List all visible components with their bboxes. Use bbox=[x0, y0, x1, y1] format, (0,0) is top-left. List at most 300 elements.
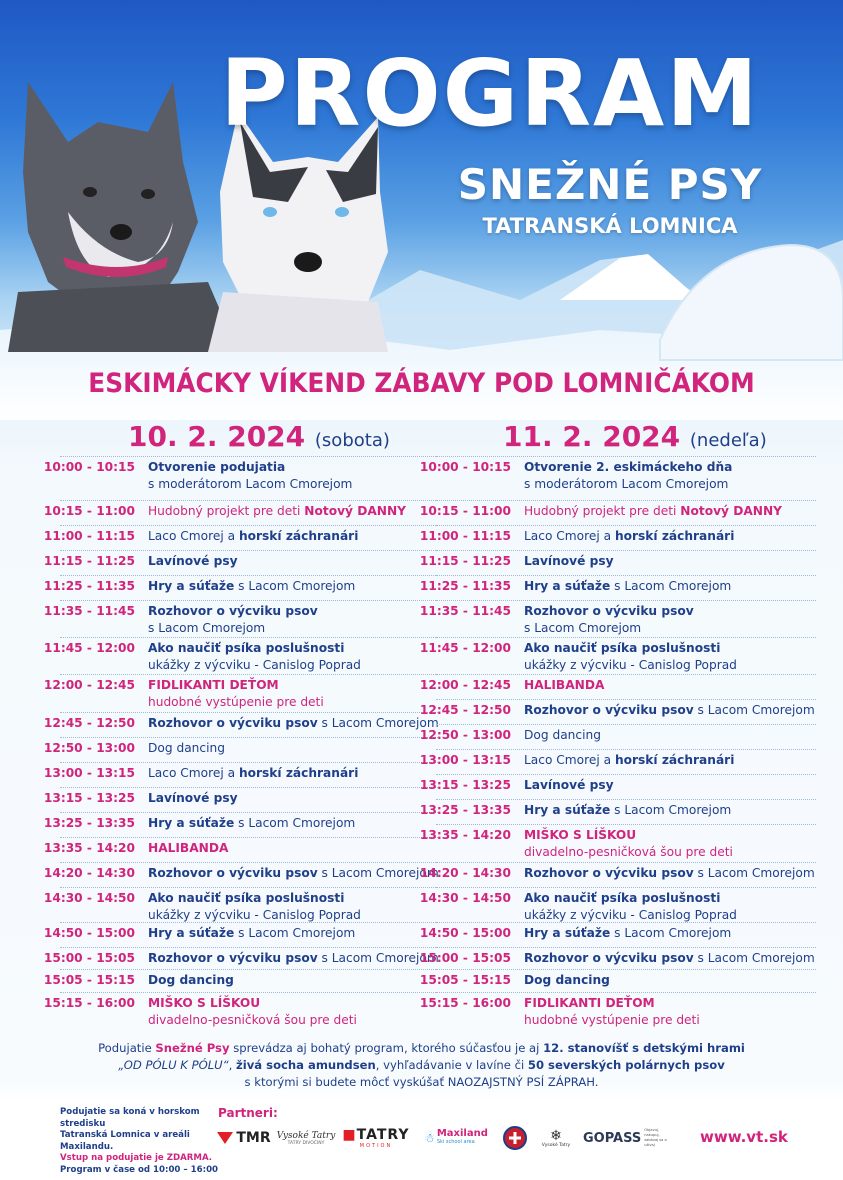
schedule-text: Hry a súťaže bbox=[524, 803, 611, 817]
schedule-line bbox=[148, 578, 355, 595]
schedule-line bbox=[148, 995, 357, 1012]
row-separator bbox=[436, 456, 816, 457]
schedule-time: 10:00 - 10:15 bbox=[419, 460, 511, 474]
schedule-time: 12:00 - 12:45 bbox=[419, 678, 511, 692]
schedule-row bbox=[414, 925, 814, 942]
schedule-text: divadelno-pesničková šou pre deti bbox=[148, 1013, 357, 1027]
row-separator bbox=[60, 992, 440, 993]
schedule-description bbox=[524, 459, 732, 493]
day1-heading bbox=[128, 420, 390, 453]
row-separator bbox=[436, 674, 816, 675]
schedule-line bbox=[524, 620, 694, 637]
schedule-description bbox=[148, 578, 355, 595]
schedule-description bbox=[524, 603, 694, 637]
schedule-text: Lavínové psy bbox=[148, 791, 238, 805]
schedule-text: divadelno-pesničková šou pre deti bbox=[524, 845, 733, 859]
schedule-row bbox=[38, 603, 438, 637]
schedule-text: Rozhovor o výcviku psov bbox=[148, 604, 318, 618]
schedule-line bbox=[148, 972, 234, 989]
schedule-time: 15:15 - 16:00 bbox=[419, 996, 511, 1010]
schedule-text: Dog dancing bbox=[524, 973, 610, 987]
schedule-line bbox=[524, 802, 731, 819]
schedule-text: Rozhovor o výcviku psov bbox=[148, 866, 318, 880]
schedule-row bbox=[414, 677, 814, 694]
poster-location: TATRANSKÁ LOMNICA bbox=[482, 214, 738, 238]
schedule-description bbox=[148, 925, 355, 942]
schedule-line bbox=[148, 528, 358, 545]
schedule-line bbox=[524, 677, 604, 694]
row-separator bbox=[60, 575, 440, 576]
schedule-line bbox=[148, 925, 355, 942]
schedule-line bbox=[148, 677, 324, 694]
schedule-time: 11:45 - 12:00 bbox=[419, 641, 511, 655]
schedule-text: MIŠKO S LÍŠKOU bbox=[148, 996, 261, 1010]
schedule-text: s moderátorom Lacom Cmorejom bbox=[148, 477, 353, 491]
schedule-description bbox=[524, 553, 614, 570]
schedule-line bbox=[148, 640, 361, 657]
row-separator bbox=[60, 862, 440, 863]
schedule-description bbox=[148, 865, 439, 882]
tatry-motion-logo: ■TATRY MOTION bbox=[342, 1127, 410, 1149]
schedule-row bbox=[38, 840, 438, 857]
schedule-line bbox=[148, 459, 352, 476]
schedule-row bbox=[414, 972, 814, 989]
schedule-text: Ako naučiť psíka poslušnosti bbox=[148, 891, 345, 905]
schedule-text: ukážky z výcviku - Canislog Poprad bbox=[524, 658, 737, 672]
schedule-description bbox=[148, 528, 358, 545]
schedule-time: 13:25 - 13:35 bbox=[419, 803, 511, 817]
schedule-description bbox=[524, 727, 601, 744]
schedule-text: Hudobný projekt pre deti bbox=[148, 504, 305, 518]
schedule-description bbox=[524, 640, 737, 674]
schedule-text: horskí záchranári bbox=[238, 529, 359, 543]
schedule-text: Notový DANNY bbox=[304, 504, 406, 518]
schedule-time: 12:50 - 13:00 bbox=[43, 741, 135, 755]
schedule-text: s Lacom Cmorejom bbox=[234, 926, 356, 940]
row-separator bbox=[60, 637, 440, 638]
schedule-line bbox=[148, 890, 361, 907]
schedule-line bbox=[148, 476, 352, 493]
schedule-text: HALIBANDA bbox=[524, 678, 605, 692]
schedule-text: Laco Cmorej a bbox=[148, 529, 239, 543]
schedule-description bbox=[148, 765, 358, 782]
schedule-row bbox=[38, 950, 438, 967]
website-link[interactable]: www.vt.sk bbox=[700, 1128, 788, 1146]
row-separator bbox=[436, 824, 816, 825]
row-separator bbox=[436, 887, 816, 888]
schedule-time: 11:45 - 12:00 bbox=[43, 641, 135, 655]
schedule-text: MIŠKO S LÍŠKOU bbox=[524, 828, 637, 842]
row-separator bbox=[436, 575, 816, 576]
schedule-description bbox=[524, 578, 731, 595]
row-separator bbox=[60, 837, 440, 838]
row-separator bbox=[436, 947, 816, 948]
footer-line-3: s ktorými si budete môcť vyskúšať NAOZAJSTNÝ PSÍ ZÁPRAH. bbox=[244, 1075, 599, 1089]
schedule-line bbox=[148, 1012, 357, 1029]
schedule-text: horskí záchranári bbox=[614, 753, 735, 767]
schedule-line bbox=[524, 702, 815, 719]
row-separator bbox=[436, 525, 816, 526]
schedule-time: 11:25 - 11:35 bbox=[43, 579, 135, 593]
row-separator bbox=[60, 922, 440, 923]
row-separator bbox=[436, 724, 816, 725]
schedule-text: Dog dancing bbox=[524, 728, 601, 742]
schedule-row bbox=[414, 503, 814, 520]
schedule-row bbox=[38, 503, 438, 520]
schedule-line bbox=[524, 865, 815, 882]
vt-emblem-icon: ❄ bbox=[550, 1127, 562, 1144]
schedule-time: 15:00 - 15:05 bbox=[43, 951, 135, 965]
schedule-time: 10:00 - 10:15 bbox=[43, 460, 135, 474]
day2-heading bbox=[503, 420, 767, 453]
schedule-time: 12:45 - 12:50 bbox=[419, 703, 511, 717]
schedule-text: FIDLIKANTI DEŤOM bbox=[524, 996, 655, 1010]
schedule-time: 13:25 - 13:35 bbox=[43, 816, 135, 830]
footer-note bbox=[0, 1040, 843, 1091]
schedule-row bbox=[414, 890, 814, 924]
poster-title: PROGRAM bbox=[220, 40, 760, 147]
schedule-text: horskí záchranári bbox=[238, 766, 359, 780]
schedule-time: 10:15 - 11:00 bbox=[43, 504, 135, 518]
schedule-line bbox=[148, 740, 225, 757]
row-separator bbox=[436, 699, 816, 700]
schedule-line bbox=[524, 890, 737, 907]
schedule-description bbox=[148, 459, 352, 493]
row-separator bbox=[60, 456, 440, 457]
schedule-row bbox=[414, 578, 814, 595]
tatry-mark-icon: ■ bbox=[342, 1127, 357, 1143]
schedule-text: ukážky z výcviku - Canislog Poprad bbox=[148, 658, 361, 672]
schedule-row bbox=[414, 528, 814, 545]
schedule-row bbox=[38, 677, 438, 711]
schedule-line bbox=[524, 995, 700, 1012]
schedule-text: s Lacom Cmorejom bbox=[610, 803, 732, 817]
schedule-description bbox=[148, 677, 324, 711]
schedule-time: 14:30 - 14:50 bbox=[419, 891, 511, 905]
schedule-text: HALIBANDA bbox=[148, 841, 229, 855]
schedule-description bbox=[148, 972, 234, 989]
schedule-row bbox=[38, 740, 438, 757]
schedule-description bbox=[524, 890, 737, 924]
schedule-description bbox=[148, 950, 439, 967]
schedule-row bbox=[38, 715, 438, 732]
row-separator bbox=[436, 550, 816, 551]
row-separator bbox=[60, 812, 440, 813]
schedule-row bbox=[414, 553, 814, 570]
schedule-time: 14:30 - 14:50 bbox=[43, 891, 135, 905]
schedule-text: Hry a súťaže bbox=[524, 926, 611, 940]
schedule-time: 13:15 - 13:25 bbox=[43, 791, 135, 805]
schedule-text: Rozhovor o výcviku psov bbox=[524, 604, 694, 618]
schedule-row bbox=[38, 640, 438, 674]
schedule-line bbox=[148, 765, 358, 782]
schedule-line bbox=[148, 815, 355, 832]
schedule-line bbox=[524, 777, 614, 794]
mountain-rescue-emblem-icon bbox=[500, 1126, 530, 1150]
schedule-line bbox=[148, 840, 228, 857]
schedule-text: Laco Cmorej a bbox=[148, 766, 239, 780]
schedule-time: 15:05 - 15:15 bbox=[43, 973, 135, 987]
schedule-text: s Lacom Cmorejom bbox=[610, 926, 732, 940]
schedule-description bbox=[524, 972, 610, 989]
schedule-line bbox=[524, 844, 733, 861]
schedule-text: Rozhovor o výcviku psov bbox=[524, 866, 694, 880]
schedule-row bbox=[414, 603, 814, 637]
schedule-text: Hry a súťaže bbox=[148, 816, 235, 830]
schedule-line bbox=[148, 694, 324, 711]
schedule-row bbox=[414, 827, 814, 861]
schedule-time: 15:15 - 16:00 bbox=[43, 996, 135, 1010]
row-separator bbox=[60, 887, 440, 888]
schedule-text: Lavínové psy bbox=[148, 554, 238, 568]
schedule-line bbox=[148, 950, 439, 967]
schedule-text: Laco Cmorej a bbox=[524, 753, 615, 767]
schedule-text: Hudobný projekt pre deti bbox=[524, 504, 681, 518]
schedule-text: s Lacom Cmorejom bbox=[317, 716, 439, 730]
schedule-line bbox=[524, 553, 614, 570]
schedule-row bbox=[38, 995, 438, 1029]
schedule-description bbox=[524, 528, 734, 545]
schedule-row bbox=[414, 702, 814, 719]
schedule-text: hudobné vystúpenie pre deti bbox=[148, 695, 324, 709]
schedule-time: 13:35 - 14:20 bbox=[43, 841, 135, 855]
row-separator bbox=[60, 550, 440, 551]
schedule-row bbox=[414, 727, 814, 744]
schedule-row bbox=[414, 950, 814, 967]
schedule-time: 11:35 - 11:45 bbox=[43, 604, 135, 618]
footer-line-2: „OD PÓLU K PÓLU“, živá socha amundsen, vyhľadávanie v lavíne či 50 severských polárnych psov bbox=[118, 1058, 725, 1072]
schedule-line bbox=[524, 727, 601, 744]
row-separator bbox=[60, 787, 440, 788]
schedule-text: s Lacom Cmorejom bbox=[693, 703, 815, 717]
schedule-text: Rozhovor o výcviku psov bbox=[524, 703, 694, 717]
schedule-text: Hry a súťaže bbox=[148, 926, 235, 940]
schedule-row bbox=[38, 972, 438, 989]
maxiland-logo: ☃ Maxiland Ski school area bbox=[424, 1128, 488, 1145]
day1-date: 10. 2. 2024 bbox=[128, 420, 306, 453]
schedule-text: s Lacom Cmorejom bbox=[693, 866, 815, 880]
schedule-row bbox=[414, 802, 814, 819]
row-separator bbox=[60, 737, 440, 738]
schedule-text: Dog dancing bbox=[148, 741, 225, 755]
schedule-row bbox=[38, 459, 438, 493]
schedule-time: 15:05 - 15:15 bbox=[419, 973, 511, 987]
schedule-time: 10:15 - 11:00 bbox=[419, 504, 511, 518]
partners-label: Partneri: bbox=[218, 1106, 278, 1120]
schedule-text: ukážky z výcviku - Canislog Poprad bbox=[524, 908, 737, 922]
row-separator bbox=[436, 862, 816, 863]
footer-line-1: Podujatie Snežné Psy sprevádza aj bohatý program, ktorého súčasťou je aj 12. stanovíšť s detskými hrami bbox=[98, 1041, 745, 1055]
schedule-line bbox=[148, 603, 318, 620]
row-separator bbox=[436, 774, 816, 775]
schedule-row bbox=[414, 640, 814, 674]
schedule-description bbox=[524, 950, 815, 967]
schedule-time: 14:20 - 14:30 bbox=[419, 866, 511, 880]
schedule-text: Hry a súťaže bbox=[148, 579, 235, 593]
schedule-description bbox=[524, 503, 782, 520]
row-separator bbox=[436, 749, 816, 750]
schedule-row bbox=[38, 865, 438, 882]
schedule-text: Ako naučiť psíka poslušnosti bbox=[524, 891, 721, 905]
schedule-text: Dog dancing bbox=[148, 973, 234, 987]
schedule-time: 11:35 - 11:45 bbox=[419, 604, 511, 618]
schedule-line bbox=[524, 827, 733, 844]
schedule-description bbox=[524, 777, 614, 794]
schedule-text: Ako naučiť psíka poslušnosti bbox=[524, 641, 721, 655]
schedule-line bbox=[524, 1012, 700, 1029]
schedule-text: Ako naučiť psíka poslušnosti bbox=[148, 641, 345, 655]
vysoke-tatry-logo: Vysoké Tatry TATRY DIVOČINY bbox=[276, 1130, 336, 1146]
schedule-text: Rozhovor o výcviku psov bbox=[524, 951, 694, 965]
schedule-description bbox=[524, 925, 731, 942]
schedule-time: 11:25 - 11:35 bbox=[419, 579, 511, 593]
schedule-description bbox=[524, 677, 604, 694]
schedule-description bbox=[524, 865, 815, 882]
schedule-line bbox=[524, 459, 732, 476]
schedule-line bbox=[148, 503, 406, 520]
row-separator bbox=[436, 922, 816, 923]
schedule-time: 12:50 - 13:00 bbox=[419, 728, 511, 742]
schedule-description bbox=[148, 840, 228, 857]
schedule-line bbox=[524, 578, 731, 595]
schedule-text: Otvorenie podujatia bbox=[148, 460, 286, 474]
row-separator bbox=[60, 969, 440, 970]
schedule-time: 13:00 - 13:15 bbox=[419, 753, 511, 767]
schedule-text: horskí záchranári bbox=[614, 529, 735, 543]
schedule-line bbox=[148, 790, 238, 807]
schedule-row bbox=[38, 578, 438, 595]
schedule-time: 11:00 - 11:15 bbox=[419, 529, 511, 543]
row-separator bbox=[436, 637, 816, 638]
schedule-line bbox=[524, 972, 610, 989]
schedule-line bbox=[524, 528, 734, 545]
schedule-line bbox=[524, 657, 737, 674]
schedule-line bbox=[148, 657, 361, 674]
schedule-time: 13:35 - 14:20 bbox=[419, 828, 511, 842]
schedule-description bbox=[148, 640, 361, 674]
schedule-description bbox=[148, 995, 357, 1029]
schedule-description bbox=[148, 503, 406, 520]
schedule-text: s Lacom Cmorejom bbox=[234, 579, 356, 593]
schedule-row bbox=[38, 925, 438, 942]
schedule-row bbox=[38, 765, 438, 782]
schedule-text: s Lacom Cmorejom bbox=[610, 579, 732, 593]
schedule-time: 14:50 - 15:00 bbox=[419, 926, 511, 940]
schedule-text: Laco Cmorej a bbox=[524, 529, 615, 543]
schedule-text: ukážky z výcviku - Canislog Poprad bbox=[148, 908, 361, 922]
tmr-logo: TMR bbox=[216, 1126, 272, 1150]
schedule-time: 14:50 - 15:00 bbox=[43, 926, 135, 940]
schedule-text: Lavínové psy bbox=[524, 778, 614, 792]
schedule-description bbox=[524, 702, 815, 719]
schedule-line bbox=[524, 603, 694, 620]
schedule-row bbox=[414, 865, 814, 882]
schedule-text: s Lacom Cmorejom bbox=[234, 816, 356, 830]
row-separator bbox=[60, 762, 440, 763]
schedule-time: 12:00 - 12:45 bbox=[43, 678, 135, 692]
schedule-row bbox=[414, 777, 814, 794]
schedule-description bbox=[148, 815, 355, 832]
schedule-line bbox=[524, 476, 732, 493]
schedule-row bbox=[414, 752, 814, 769]
schedule-description bbox=[524, 995, 700, 1029]
schedule-row bbox=[414, 459, 814, 493]
vysoke-tatry-emblem: ❄ Vysoké Tatry bbox=[541, 1127, 571, 1148]
tmr-triangle-icon bbox=[217, 1132, 233, 1144]
schedule-time: 14:20 - 14:30 bbox=[43, 866, 135, 880]
schedule-time: 12:45 - 12:50 bbox=[43, 716, 135, 730]
schedule-description bbox=[148, 603, 318, 637]
schedule-row bbox=[38, 553, 438, 570]
schedule-text: Hry a súťaže bbox=[524, 579, 611, 593]
row-separator bbox=[436, 799, 816, 800]
schedule-description bbox=[524, 802, 731, 819]
day2-date: 11. 2. 2024 bbox=[503, 420, 681, 453]
schedule-text: Otvorenie 2. eskimáckeho dňa bbox=[524, 460, 733, 474]
schedule-line bbox=[524, 925, 731, 942]
schedule-text: s moderátorom Lacom Cmorejom bbox=[524, 477, 729, 491]
row-separator bbox=[436, 992, 816, 993]
schedule-text: FIDLIKANTI DEŤOM bbox=[148, 678, 279, 692]
schedule-line bbox=[148, 553, 238, 570]
schedule-line bbox=[148, 865, 439, 882]
schedule-line bbox=[148, 715, 439, 732]
schedule-description bbox=[148, 740, 225, 757]
schedule-row bbox=[414, 995, 814, 1029]
row-separator bbox=[60, 600, 440, 601]
poster-subtitle: SNEŽNÉ PSY bbox=[457, 160, 763, 209]
schedule-text: Rozhovor o výcviku psov bbox=[148, 716, 318, 730]
schedule-text: Notový DANNY bbox=[680, 504, 782, 518]
schedule-text: s Lacom Cmorejom bbox=[148, 621, 266, 635]
row-separator bbox=[60, 674, 440, 675]
schedule-row bbox=[38, 815, 438, 832]
schedule-description bbox=[148, 890, 361, 924]
day2-weekday: (nedeľa) bbox=[689, 430, 767, 451]
maxiland-mascot-icon: ☃ bbox=[424, 1131, 435, 1145]
schedule-text: s Lacom Cmorejom bbox=[317, 866, 439, 880]
schedule-description bbox=[148, 715, 439, 732]
schedule-text: Lavínové psy bbox=[524, 554, 614, 568]
row-separator bbox=[60, 712, 440, 713]
gopass-logo: GOPASS Objavuj, nakupuj, zabávaj sa a užívaj bbox=[583, 1128, 667, 1147]
day1-weekday: (sobota) bbox=[314, 430, 390, 451]
row-separator bbox=[60, 947, 440, 948]
event-headline: ESKIMÁCKY VÍKEND ZÁBAVY POD LOMNIČÁKOM bbox=[88, 368, 755, 399]
schedule-text: s Lacom Cmorejom bbox=[317, 951, 439, 965]
schedule-text: Rozhovor o výcviku psov bbox=[148, 951, 318, 965]
row-separator bbox=[60, 525, 440, 526]
schedule-description bbox=[524, 827, 733, 861]
schedule-line bbox=[524, 640, 737, 657]
schedule-description bbox=[148, 553, 238, 570]
schedule-line bbox=[524, 752, 734, 769]
schedule-row bbox=[38, 528, 438, 545]
event-info: Podujatie sa koná v horskom stredisku Tatranská Lomnica v areáli Maxilandu. Vstup na podujatie je ZDARMA. Program v čase od 10:00 – 16:00 bbox=[60, 1107, 219, 1175]
schedule-row bbox=[38, 890, 438, 924]
schedule-text: s Lacom Cmorejom bbox=[524, 621, 642, 635]
schedule-time: 11:15 - 11:25 bbox=[43, 554, 135, 568]
schedule-time: 15:00 - 15:05 bbox=[419, 951, 511, 965]
schedule-description bbox=[148, 790, 238, 807]
row-separator bbox=[436, 600, 816, 601]
schedule-text: s Lacom Cmorejom bbox=[693, 951, 815, 965]
schedule-time: 13:00 - 13:15 bbox=[43, 766, 135, 780]
schedule-line bbox=[524, 503, 782, 520]
schedule-time: 11:15 - 11:25 bbox=[419, 554, 511, 568]
schedule-text: hudobné vystúpenie pre deti bbox=[524, 1013, 700, 1027]
schedule-time: 11:00 - 11:15 bbox=[43, 529, 135, 543]
